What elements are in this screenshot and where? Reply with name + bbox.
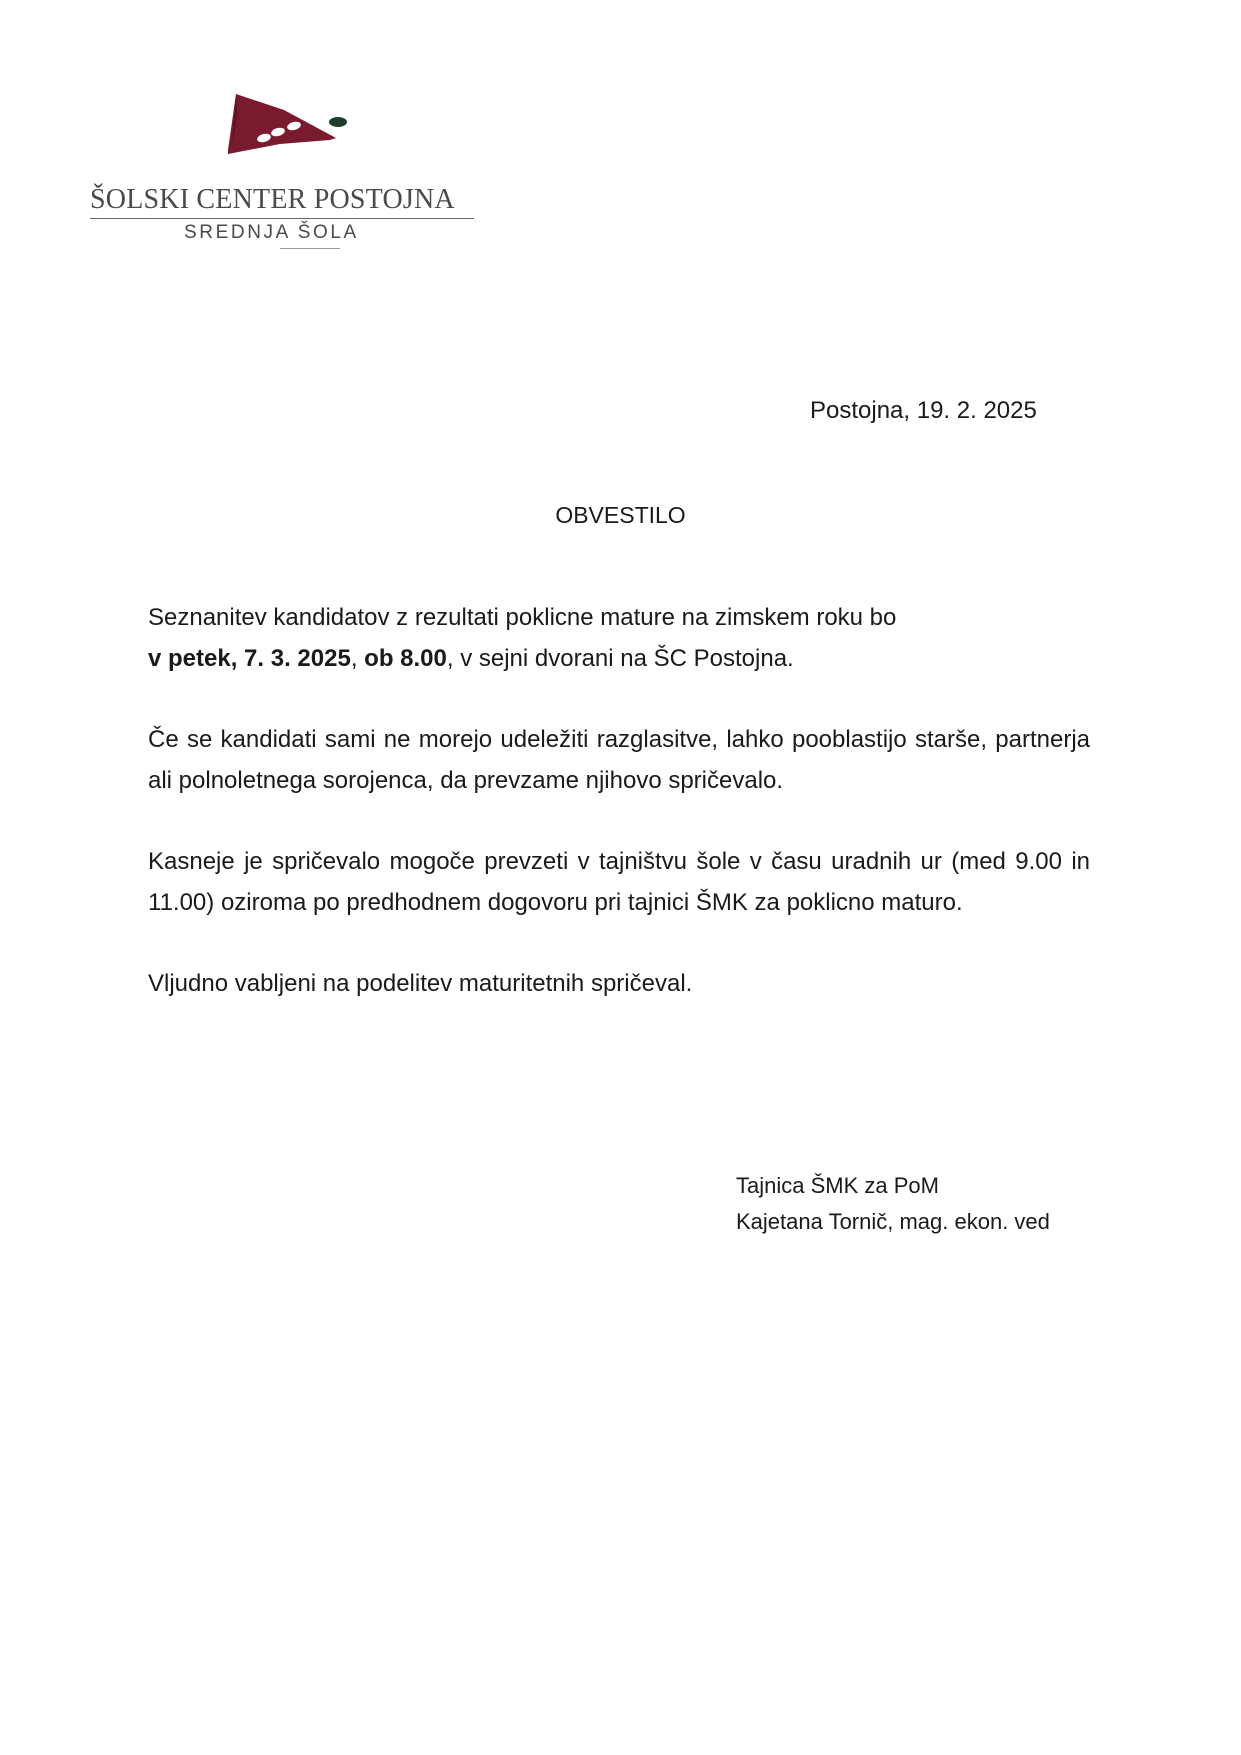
document-title [0, 502, 1241, 529]
announcement-location: , v sejni dvorani na ŠC Postojna. [446, 645, 794, 672]
paragraph-invitation: Vljudno vabljeni na podelitev maturitetnih spričeval. [148, 970, 693, 997]
signature-name: Kajetana Tornič, mag. ekon. ved [736, 1209, 1050, 1234]
paragraph-authorization: Če se kandidati sami ne morejo udeležiti razglasitve, lahko pooblastijo starše, partnerja ali polnoletnega sorojenca, da prevzame njihovo spričevalo. [148, 726, 1090, 794]
document-date: Postojna, 19. 2. 2025 [810, 397, 1037, 424]
announcement-separator: , [350, 645, 365, 672]
announcement-time: ob 8.00 [364, 645, 447, 672]
school-logo [88, 88, 488, 248]
announcement-date: v petek, 7. 3. 2025 [148, 645, 351, 672]
announcement-line: Seznanitev kandidatov z rezultati poklicne mature na zimskem roku bo [148, 604, 897, 631]
logo-subtitle: SREDNJA ŠOLA [184, 222, 359, 243]
paragraph-pickup: Kasneje je spričevalo mogoče prevzeti v tajništvu šole v času uradnih ur (med 9.00 in 11.00) oziroma po predhodnem dogovoru pri tajnici ŠMK za poklicno maturo. [148, 848, 1090, 916]
logo-divider [90, 218, 474, 219]
signature-block [736, 1168, 1050, 1240]
logo-subtitle-underline [280, 248, 340, 249]
signature-role: Tajnica ŠMK za PoM [736, 1173, 939, 1198]
paragraph-announcement [148, 597, 1090, 679]
document-title-text: OBVESTILO [555, 502, 686, 528]
logo-mark-icon [88, 88, 488, 188]
logo-school-name: ŠOLSKI CENTER POSTOJNA [90, 184, 455, 215]
